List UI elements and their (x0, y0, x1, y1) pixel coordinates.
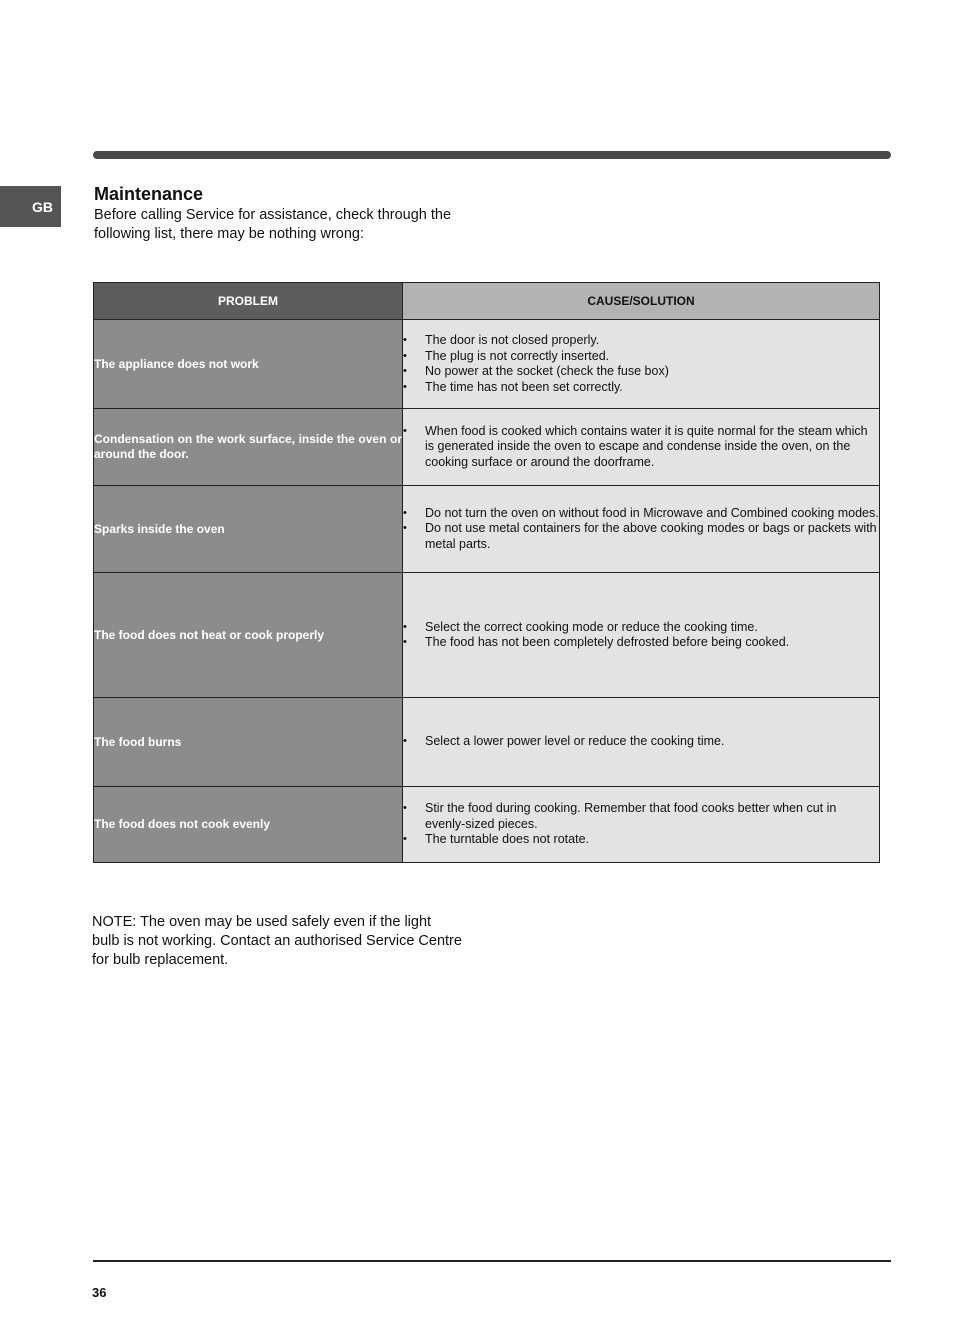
table-row (94, 486, 880, 573)
cause-item: • The plug is not correctly inserted. (403, 349, 879, 365)
cause-item: • Select a lower power level or reduce the cooking time. (403, 734, 879, 750)
table-row (94, 573, 880, 698)
cause-item: • The door is not closed properly. (403, 333, 879, 349)
problem-cell: Sparks inside the oven (94, 486, 403, 573)
problem-cell: The food does not heat or cook properly (94, 573, 403, 698)
cause-cell (403, 698, 880, 787)
cause-list (403, 620, 879, 651)
table-row (94, 320, 880, 409)
cause-item: • When food is cooked which contains water it is quite normal for the steam which is generated inside the oven to escape and condense inside the oven, on the cooking surface or around the doorframe. (403, 424, 879, 471)
cause-list (403, 333, 879, 395)
header-cause-solution: CAUSE/SOLUTION (403, 283, 880, 320)
header-problem: PROBLEM (94, 283, 403, 320)
troubleshooting-table (93, 282, 880, 863)
cause-item: • Do not use metal containers for the above cooking modes or bags or packets with metal parts. (403, 521, 879, 552)
problem-cell: The food burns (94, 698, 403, 787)
table-row (94, 787, 880, 863)
footer-rule (93, 1260, 891, 1262)
page-number: 36 (92, 1285, 107, 1300)
language-tab (0, 186, 61, 227)
cause-item: • Do not turn the oven on without food in Microwave and Combined cooking modes. (403, 506, 879, 522)
header-bar (93, 151, 891, 159)
cause-item: • The time has not been set correctly. (403, 380, 879, 396)
cause-cell (403, 486, 880, 573)
cause-item: • The food has not been completely defrosted before being cooked. (403, 635, 879, 651)
cause-list (403, 801, 879, 848)
cause-item: • The turntable does not rotate. (403, 832, 879, 848)
table-row (94, 409, 880, 486)
cause-item: • No power at the socket (check the fuse box) (403, 364, 879, 380)
table-row (94, 698, 880, 787)
problem-cell: Condensation on the work surface, inside the oven or around the door. (94, 409, 403, 486)
cause-cell (403, 573, 880, 698)
cause-cell (403, 409, 880, 486)
problem-cell: The appliance does not work (94, 320, 403, 409)
cause-list (403, 424, 879, 471)
cause-cell (403, 787, 880, 863)
note-text: NOTE: The oven may be used safely even if the light bulb is not working. Contact an authorised Service Centre for bulb replacement. (92, 914, 462, 968)
section-title: Maintenance (94, 184, 204, 204)
cause-list (403, 506, 879, 553)
language-tab-label: GB (32, 198, 53, 215)
problem-cell: The food does not cook evenly (94, 787, 403, 863)
table-header-row (94, 283, 880, 320)
cause-item: • Select the correct cooking mode or reduce the cooking time. (403, 620, 879, 636)
cause-cell (403, 320, 880, 409)
cause-item: • Stir the food during cooking. Remember that food cooks better when cut in evenly-sized pieces. (403, 801, 879, 832)
section-intro: Before calling Service for assistance, check through the following list, there may be nothing wrong: (94, 207, 452, 242)
cause-list (403, 734, 879, 750)
